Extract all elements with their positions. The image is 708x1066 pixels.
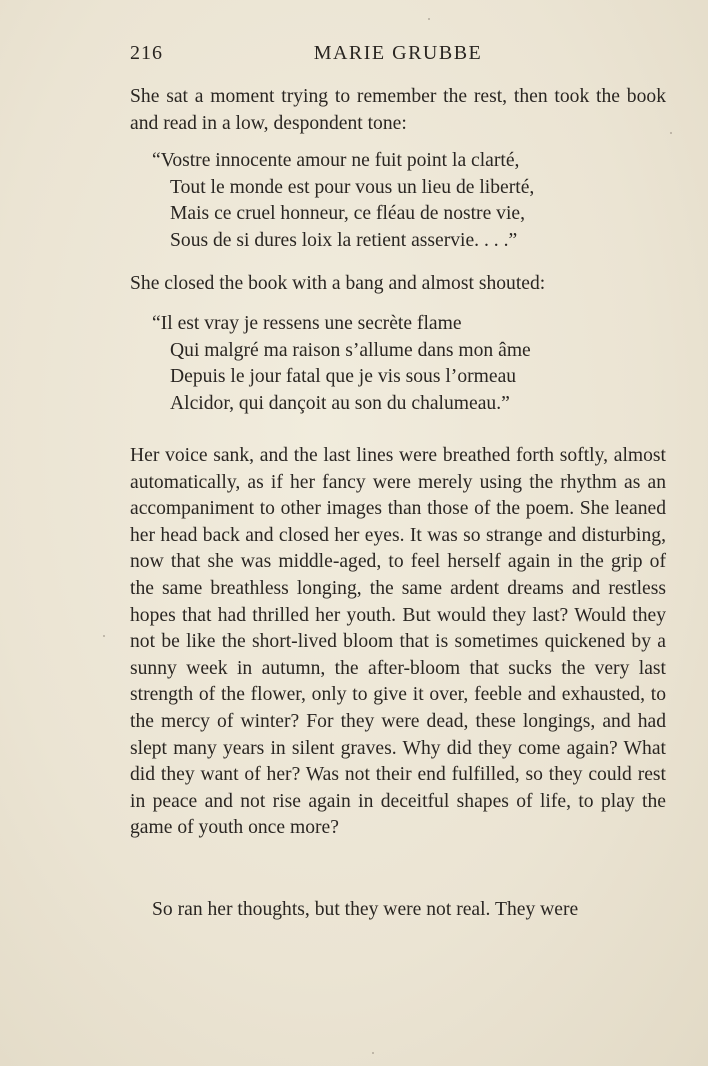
continuation-paragraph: So ran her thoughts, but they were not real. They were [152,899,579,920]
verse-block-2 [152,311,652,417]
verse-line: Tout le monde est pour vous un lieu de liberté, [170,176,535,198]
main-paragraph-block [130,443,666,842]
verse-line: Mais ce cruel honneur, ce fléau de nostre vie, [170,203,526,224]
main-paragraph: Her voice sank, and the last lines were breathed forth softly, almost automatically, as if her fancy were merely using the rhythm as an accompaniment to other images than those of the poem. She leaned her head back and closed her eyes. It was so strange and disturbing, now that she was middle-aged, to feel herself again in the grip of the same breathless longing, the same ardent dreams and restless hopes that had thrilled her youth. But would they last? Would they not be like the short-lived bloom that is sometimes quickened by a sunny week in autumn, the after-bloom that sucks the very last strength of the flower, only to give it over, feeble and exhausted, to the mercy of winter? For they were dead, these longings, and had slept many years in silent graves. Why did they come again? What did they want of her? Was not their end fulfilled, so they could rest in peace and not rise again in deceitful shapes of life, to play the game of youth once more? [130,445,666,839]
paper-speck [103,635,105,637]
continuation-block [130,897,666,924]
page-header [130,42,666,72]
verse-line: Qui malgré ma raison s’allume dans mon âme [170,339,531,361]
intro-paragraph: She sat a moment trying to remember the rest, then took the book and read in a low, despondent tone: [130,86,666,134]
verse-line: Sous de si dures loix la retient asservie. . . .” [170,229,518,251]
verse-line: “Vostre innocente amour ne fuit point la clarté, [152,150,520,171]
paper-speck [372,1052,374,1054]
paper-speck [428,18,430,20]
intro-paragraph-block [130,84,666,137]
page-number: 216 [130,42,163,64]
narration-paragraph: She closed the book with a bang and almost shouted: [130,273,546,294]
narration-block [130,271,666,298]
running-head: MARIE GRUBBE [313,42,483,64]
verse-line: Depuis le jour fatal que je vis sous l’ormeau [170,366,517,387]
paper-speck [670,132,672,134]
verse-block-1 [152,148,652,254]
verse-line: Alcidor, qui dançoit au son du chalumeau.” [170,392,510,414]
verse-line: “Il est vray je ressens une secrète flame [152,313,462,334]
